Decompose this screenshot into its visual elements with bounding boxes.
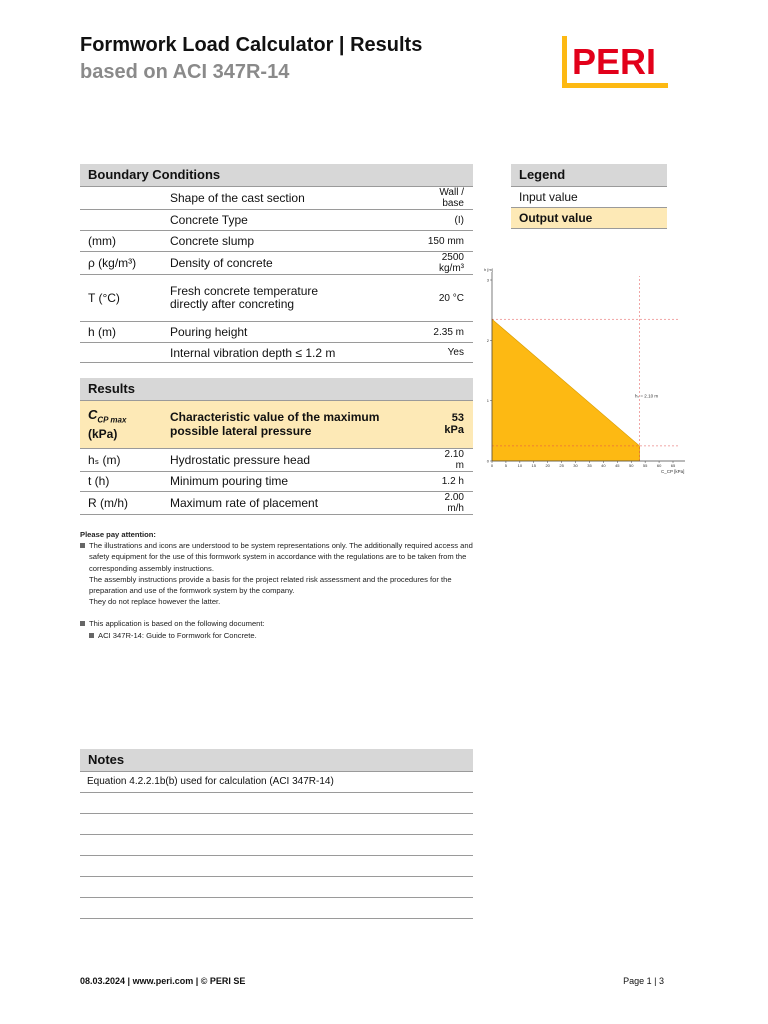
x-tick-label: 0 (490, 463, 494, 468)
legend-input-value: Input value (511, 187, 667, 208)
svg-text:PERI: PERI (572, 41, 657, 82)
symbol-subscript: CP max (97, 414, 127, 424)
page-subtitle: based on ACI 347R-14 (80, 61, 290, 83)
x-tick-label: 50 (629, 463, 634, 468)
x-tick-label: 45 (615, 463, 620, 468)
table-row (80, 491, 473, 514)
y-tick-label: 2 (486, 337, 489, 343)
legend-output-value: Output value (511, 208, 667, 229)
notes-section (80, 749, 473, 919)
row-label: Hydrostatic pressure head (162, 448, 426, 471)
y-axis-label: h [m] (484, 267, 493, 272)
x-tick-label: 20 (545, 463, 550, 468)
x-tick-label: 60 (656, 463, 662, 468)
table-row (80, 187, 473, 210)
page-number: Page 1 | 3 (623, 976, 664, 986)
table-row (80, 252, 473, 275)
row-value: (I) (417, 210, 473, 231)
row-symbol: (mm) (80, 231, 162, 252)
row-label: Shape of the cast section (162, 187, 417, 210)
notes-line: Equation 4.2.2.1b(b) used for calculation (ACI 347R-14) (80, 772, 473, 793)
results-section (80, 378, 473, 515)
boundary-conditions-section (80, 164, 473, 363)
results-table (80, 401, 473, 515)
pressure-diagram (480, 266, 688, 480)
attention-para: The illustrations and icons are understood to be system representations only. The additionally required access and safety equipment for the use of this formwork system in accordance with the regulations are to be taken from the corresponding assembly instructions. (89, 541, 473, 573)
reference-document: ACI 347R-14: Guide to Formwork for Concrete. (98, 630, 257, 640)
table-row (80, 210, 473, 231)
attention-heading: Please pay attention: (80, 530, 156, 539)
row-value: 20 °C (417, 275, 473, 322)
row-symbol (80, 187, 162, 210)
row-value: 2500 kg/m³ (417, 252, 473, 275)
row-value: Yes (417, 343, 473, 363)
row-value: Wall / base (417, 187, 473, 210)
results-heading: Results (80, 378, 473, 401)
x-tick-label: 55 (642, 463, 648, 468)
notes-line (80, 835, 473, 856)
row-symbol: ρ (kg/m³) (80, 252, 162, 275)
row-label: Maximum rate of placement (162, 491, 426, 514)
notes-line (80, 856, 473, 877)
notes-line (80, 814, 473, 835)
attention-item (80, 540, 480, 607)
square-bullet-icon (80, 621, 85, 626)
symbol-unit: (kPa) (88, 426, 118, 441)
row-value: 2.00 m/h (426, 491, 473, 514)
notes-line (80, 877, 473, 898)
y-tick-label: 3 (486, 277, 489, 283)
row-value: 1.2 h (426, 471, 473, 491)
row-symbol: t (h) (80, 471, 162, 491)
table-row (80, 322, 473, 343)
attention-para: They do not replace however the latter. (89, 597, 221, 607)
row-symbol: h (m) (80, 322, 162, 343)
footer-info: 08.03.2024 | www.peri.com | © PERI SE (80, 976, 246, 986)
attention-notice (80, 529, 480, 641)
row-symbol (80, 401, 162, 448)
x-tick-label: 35 (587, 463, 592, 468)
pressure-area (492, 319, 640, 461)
hydrostatic-head-annotation: hₛ = 2.10 m (635, 393, 659, 399)
x-tick-label: 40 (601, 463, 606, 468)
notes-line (80, 898, 473, 919)
x-tick-label: 15 (531, 463, 536, 468)
x-tick-label: 30 (573, 463, 578, 468)
row-label: Internal vibration depth ≤ 1.2 m (162, 343, 417, 363)
legend-heading: Legend (511, 164, 667, 187)
row-label: Pouring height (162, 322, 417, 343)
row-label: Minimum pouring time (162, 471, 426, 491)
y-tick-label: 1 (486, 398, 489, 404)
row-value: 2.10 m (426, 448, 473, 471)
row-label: Density of concrete (162, 252, 417, 275)
x-tick-label: 10 (517, 463, 523, 468)
x-tick-label: 25 (559, 463, 564, 468)
table-row (80, 275, 473, 322)
legend-section (511, 164, 667, 229)
row-symbol: T (°C) (80, 275, 162, 322)
row-label: Concrete slump (162, 231, 417, 252)
row-value: 150 mm (417, 231, 473, 252)
table-row (80, 343, 473, 363)
attention-para: The assembly instructions provide a basis for the project related risk assessment and the procedures for the preparation and use of the formwork system by the company. (89, 574, 452, 596)
notes-line (80, 793, 473, 814)
row-label: Characteristic value of the maximum possible lateral pressure (162, 401, 426, 448)
page-title: Formwork Load Calculator | Results (80, 34, 423, 56)
boundary-conditions-table (80, 187, 473, 363)
row-symbol: hₛ (m) (80, 448, 162, 471)
peri-logo (562, 36, 668, 88)
x-tick-label: 5 (504, 463, 508, 468)
attention-item (80, 618, 480, 629)
row-symbol (80, 210, 162, 231)
square-bullet-icon (89, 633, 94, 638)
notes-heading: Notes (80, 749, 473, 772)
attention-para: This application is based on the following document: (89, 619, 265, 629)
row-value: 2.35 m (417, 322, 473, 343)
row-symbol: R (m/h) (80, 491, 162, 514)
y-tick-label: 0 (486, 458, 489, 464)
table-row (80, 401, 473, 448)
boundary-conditions-heading: Boundary Conditions (80, 164, 473, 187)
symbol-main: C (88, 406, 98, 422)
x-tick-label: 65 (670, 463, 676, 468)
row-label: Concrete Type (162, 210, 417, 231)
x-axis-label: C_CP [kPa] (661, 469, 685, 474)
attention-subitem (80, 630, 480, 641)
square-bullet-icon (80, 543, 85, 548)
table-row (80, 448, 473, 471)
row-label: Fresh concrete temperature directly after concreting (162, 275, 417, 322)
table-row (80, 471, 473, 491)
row-value: 53 kPa (426, 401, 473, 448)
table-row (80, 231, 473, 252)
row-symbol (80, 343, 162, 363)
